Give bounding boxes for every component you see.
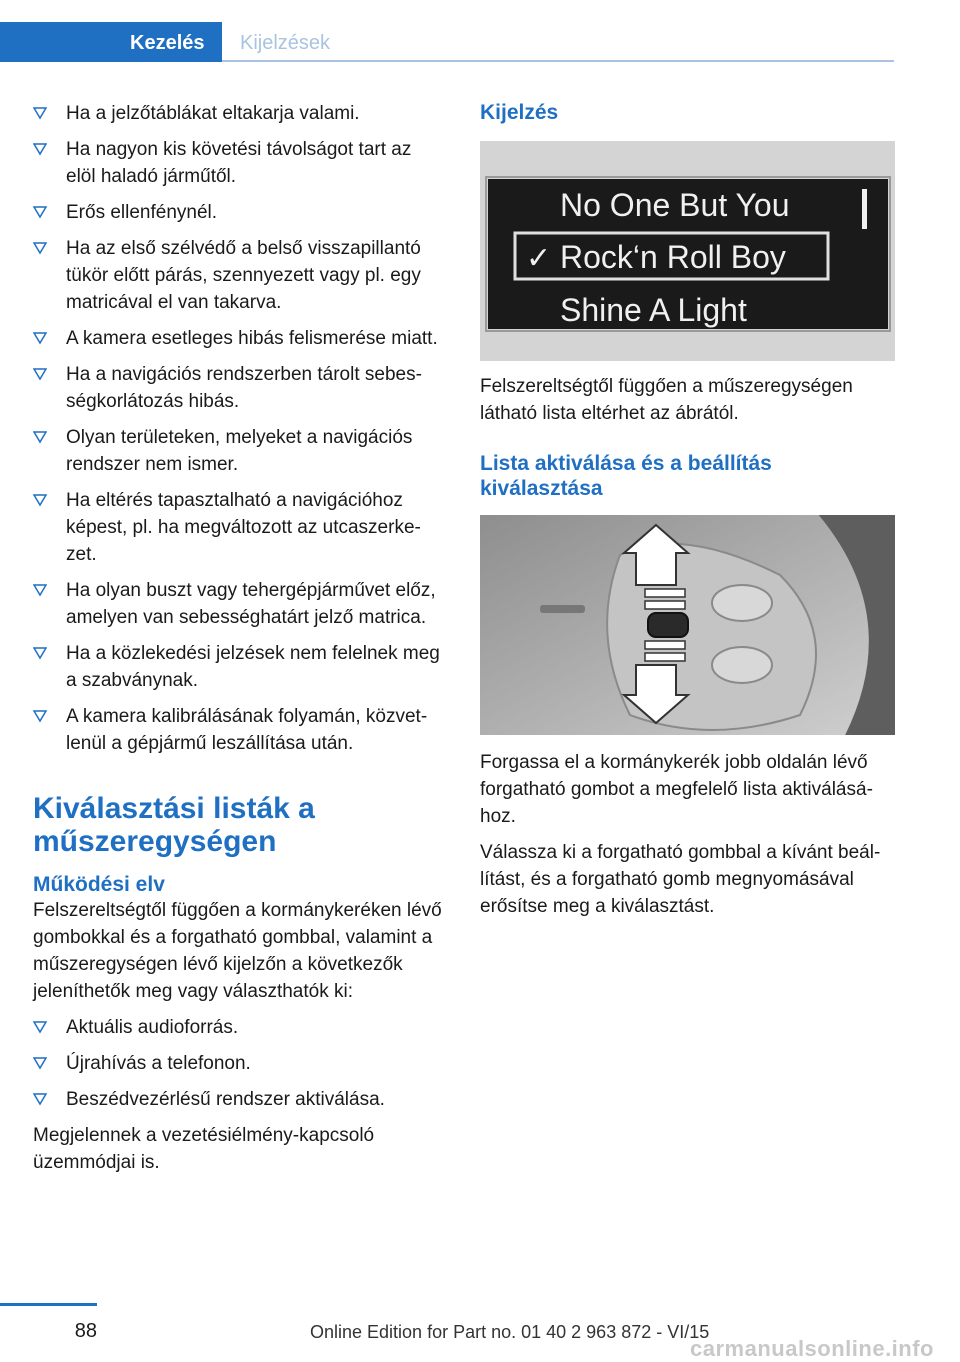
triangle-bullet-icon bbox=[33, 331, 47, 345]
list-item-text: Aktuális audioforrás. bbox=[66, 1017, 239, 1038]
footer-divider bbox=[0, 1303, 97, 1306]
page-header bbox=[0, 0, 960, 62]
closing-paragraph: Megjelennek a vezetésiélmény-kapcsoló üzemmódjai is. bbox=[33, 1125, 375, 1173]
list-item bbox=[33, 1014, 443, 1041]
list-item bbox=[33, 424, 443, 478]
options-list bbox=[33, 1014, 443, 1113]
watermark: carmanualsonline.info bbox=[690, 1336, 934, 1361]
list-item-3: Shine A Light bbox=[560, 292, 747, 328]
list-item bbox=[33, 487, 443, 568]
list-item bbox=[33, 703, 443, 757]
list-item bbox=[33, 100, 443, 127]
list-item bbox=[33, 361, 443, 415]
limitations-list bbox=[33, 100, 443, 757]
list-item bbox=[33, 577, 443, 631]
select-instruction: Válassza ki a forgatható gombbal a kívánt beállítást, és a forgatható gomb megnyomásával erősítse meg a kiválasztást. bbox=[480, 842, 881, 917]
activation-heading: Lista aktiválása és a beállítás kiválasztása bbox=[480, 452, 772, 500]
instrument-display-figure bbox=[480, 141, 895, 361]
list-item-text: Ha eltérés tapasztalható a navigációhoz képest, pl. ha megváltozott az utcaszerkezet. bbox=[66, 490, 421, 565]
display-heading: Kijelzés bbox=[480, 101, 559, 124]
triangle-bullet-icon bbox=[33, 1056, 47, 1070]
subheading-principle: Működési elv bbox=[33, 873, 165, 896]
list-item-text: Ha a jelzőtáblákat eltakarja valami. bbox=[66, 103, 360, 124]
tab-kezeles[interactable]: Kezelés bbox=[0, 22, 222, 62]
list-item-text: A kamera kalibrálásának folyamán, közvetlenül a gépjármű leszállítása után. bbox=[66, 706, 428, 754]
triangle-bullet-icon bbox=[33, 430, 47, 444]
list-item-2: Rock‘n Roll Boy bbox=[560, 239, 786, 275]
edition-text: Online Edition for Part no. 01 40 2 963 872 - VI/15 bbox=[310, 1322, 710, 1342]
list-item bbox=[33, 640, 443, 694]
list-item-text: Ha nagyon kis követési távolságot tart az elöl haladó járműtől. bbox=[66, 139, 412, 187]
list-item-text: Beszédvezérlésű rendszer aktiválása. bbox=[66, 1089, 385, 1110]
list-item bbox=[33, 136, 443, 190]
triangle-bullet-icon bbox=[33, 709, 47, 723]
triangle-bullet-icon bbox=[33, 106, 47, 120]
header-divider bbox=[222, 60, 894, 62]
list-item-text: Ha az első szélvédő a belső visszapillantó tükör előtt párás, szennyezett vagy pl. egy matricával el van takarva. bbox=[66, 238, 421, 313]
right-column bbox=[480, 100, 895, 929]
list-item bbox=[33, 325, 443, 352]
list-item-text: A kamera esetleges hibás felismerése miatt. bbox=[66, 328, 438, 349]
list-item bbox=[33, 235, 443, 316]
section-heading: Kiválasztási listák a műszeregységen bbox=[33, 792, 315, 858]
triangle-bullet-icon bbox=[33, 205, 47, 219]
list-item bbox=[33, 1050, 443, 1077]
checkmark-icon: ✓ bbox=[526, 241, 552, 276]
list-item-text: Ha a navigációs rendszerben tárolt sebességkorlátozás hibás. bbox=[66, 364, 422, 412]
display-caption: Felszereltségtől függően a műszeregységen látható lista eltérhet az ábrától. bbox=[480, 376, 853, 424]
thumbwheel-icon bbox=[648, 613, 688, 637]
list-item-text: Ha olyan buszt vagy tehergépjárművet előz, amelyen van sebességhatárt jelző matrica. bbox=[66, 580, 436, 628]
list-item-text: Olyan területeken, melyeket a navigációs rendszer nem ismer. bbox=[66, 427, 413, 475]
left-column bbox=[33, 100, 443, 1185]
instrument-display-screen bbox=[480, 141, 895, 361]
list-item bbox=[33, 1086, 443, 1113]
triangle-bullet-icon bbox=[33, 583, 47, 597]
list-item-text: Ha a közlekedési jelzések nem felelnek meg a szabványnak. bbox=[66, 643, 440, 691]
scrollbar-thumb bbox=[862, 189, 867, 229]
triangle-bullet-icon bbox=[33, 1020, 47, 1034]
steering-wheel-figure bbox=[480, 515, 895, 735]
triangle-bullet-icon bbox=[33, 493, 47, 507]
triangle-bullet-icon bbox=[33, 142, 47, 156]
rotate-instruction: Forgassa el a kormánykerék jobb oldalán lévő forgatható gombot a megfelelő lista aktiválásához. bbox=[480, 752, 873, 827]
triangle-bullet-icon bbox=[33, 241, 47, 255]
steering-wheel-illustration bbox=[480, 515, 895, 735]
list-item-text: Erős ellenfénynél. bbox=[66, 202, 218, 223]
intro-paragraph: Felszereltségtől függően a kormánykeréken lévő gombokkal és a forgatható gombbal, valamint a műszeregységen lévő kijelzőn a következők jeleníthetők meg vagy választhatók ki: bbox=[33, 900, 442, 1002]
list-item bbox=[33, 199, 443, 226]
list-item-1: No One But You bbox=[560, 187, 790, 223]
page-number: 88 bbox=[74, 1320, 97, 1342]
triangle-bullet-icon bbox=[33, 1092, 47, 1106]
triangle-bullet-icon bbox=[33, 367, 47, 381]
triangle-bullet-icon bbox=[33, 646, 47, 660]
tab-kijelzesek[interactable]: Kijelzések bbox=[240, 32, 331, 54]
list-item-text: Újrahívás a telefonon. bbox=[66, 1053, 251, 1074]
